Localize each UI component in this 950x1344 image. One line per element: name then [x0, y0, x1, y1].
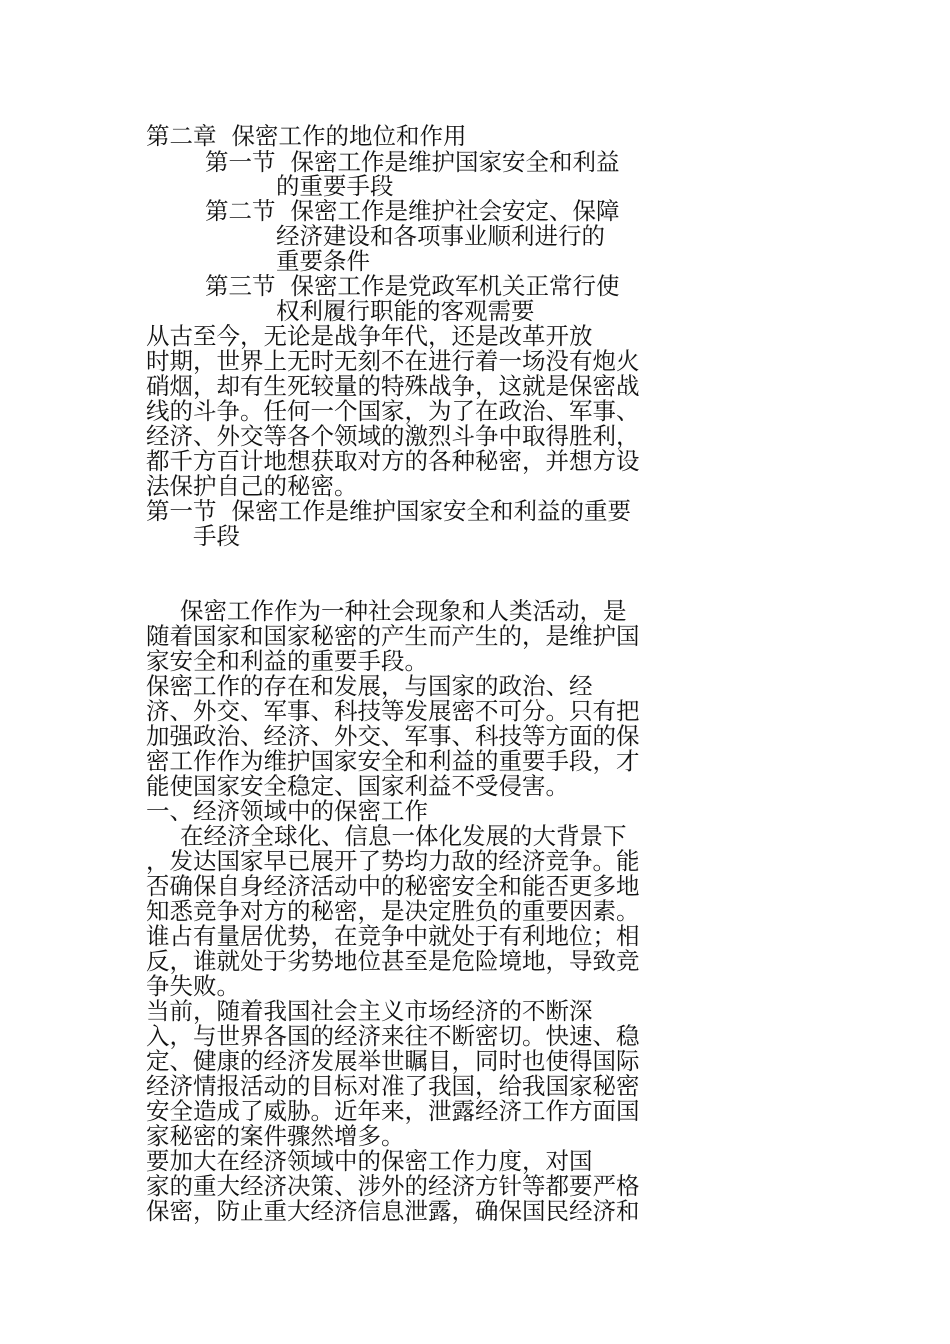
para4-line-4: 经济情报活动的目标对准了我国，给我国家秘密 [146, 1072, 640, 1100]
para1-line-3: 家安全和利益的重要手段。 [146, 647, 428, 675]
intro-line-7: 法保护自己的秘密。 [146, 472, 358, 500]
toc-section-3-line-1: 第三节 保密工作是党政军机关正常行使 [205, 272, 620, 300]
chapter-title: 第二章 保密工作的地位和作用 [146, 122, 467, 150]
section-heading-line-1: 第一节 保密工作是维护国家安全和利益的重要 [146, 497, 631, 525]
toc-section-2-line-2: 经济建设和各项事业顺利进行的 [276, 222, 605, 250]
para5-line-2: 家的重大经济决策、涉外的经济方针等都要严格 [146, 1172, 640, 1200]
para3-line-3: 否确保自身经济活动中的秘密安全和能否更多地 [146, 872, 640, 900]
intro-line-2: 时期，世界上无时无刻不在进行着一场没有炮火 [146, 347, 640, 375]
para2-line-2: 济、外交、军事、科技等发展密不可分。只有把 [146, 697, 640, 725]
para2-line-3: 加强政治、经济、外交、军事、科技等方面的保 [146, 722, 640, 750]
para4-line-1: 当前，随着我国社会主义市场经济的不断深 [146, 997, 593, 1025]
intro-line-5: 经济、外交等各个领域的激烈斗争中取得胜利， [146, 422, 640, 450]
para3-line-5: 谁占有量居优势，在竞争中就处于有利地位；相 [146, 922, 640, 950]
para3-line-6: 反，谁就处于劣势地位甚至是危险境地，导致竞 [146, 947, 640, 975]
toc-section-3-line-2: 权利履行职能的客观需要 [276, 297, 535, 325]
para5-line-3: 保密，防止重大经济信息泄露，确保国民经济和 [146, 1197, 640, 1225]
para1-line-1: 保密工作作为一种社会现象和人类活动，是 [180, 597, 627, 625]
para4-line-3: 定、健康的经济发展举世瞩目，同时也使得国际 [146, 1047, 640, 1075]
para3-line-2: ，发达国家早已展开了势均力敌的经济竞争。能 [146, 847, 640, 875]
para2-line-4: 密工作作为维护国家安全和利益的重要手段，才 [146, 747, 640, 775]
para3-line-4: 知悉竞争对方的秘密，是决定胜负的重要因素。 [146, 897, 640, 925]
intro-line-3: 硝烟，却有生死较量的特殊战争，这就是保密战 [146, 372, 640, 400]
toc-section-1-line-2: 的重要手段 [276, 172, 394, 200]
toc-section-1-line-1: 第一节 保密工作是维护国家安全和利益 [205, 148, 620, 176]
para2-line-5: 能使国家安全稳定、国家利益不受侵害。 [146, 772, 569, 800]
para2-line-1: 保密工作的存在和发展，与国家的政治、经 [146, 672, 593, 700]
subheading-economy: 一、经济领域中的保密工作 [146, 797, 428, 825]
para4-line-5: 安全造成了威胁。近年来，泄露经济工作方面国 [146, 1097, 640, 1125]
para3-line-1: 在经济全球化、信息一体化发展的大背景下 [180, 822, 627, 850]
para4-line-2: 入，与世界各国的经济来往不断密切。快速、稳 [146, 1022, 640, 1050]
para5-line-1: 要加大在经济领域中的保密工作力度，对国 [146, 1147, 593, 1175]
intro-line-1: 从古至今，无论是战争年代，还是改革开放 [146, 322, 593, 350]
para3-line-7: 争失败。 [146, 972, 240, 1000]
section-heading-line-2: 手段 [193, 522, 240, 550]
para4-line-6: 家秘密的案件骤然增多。 [146, 1122, 405, 1150]
toc-section-2-line-3: 重要条件 [276, 247, 370, 275]
intro-line-4: 线的斗争。任何一个国家，为了在政治、军事、 [146, 397, 640, 425]
intro-line-6: 都千方百计地想获取对方的各种秘密，并想方设 [146, 447, 640, 475]
para1-line-2: 随着国家和国家秘密的产生而产生的，是维护国 [146, 622, 640, 650]
toc-section-2-line-1: 第二节 保密工作是维护社会安定、保障 [205, 197, 620, 225]
